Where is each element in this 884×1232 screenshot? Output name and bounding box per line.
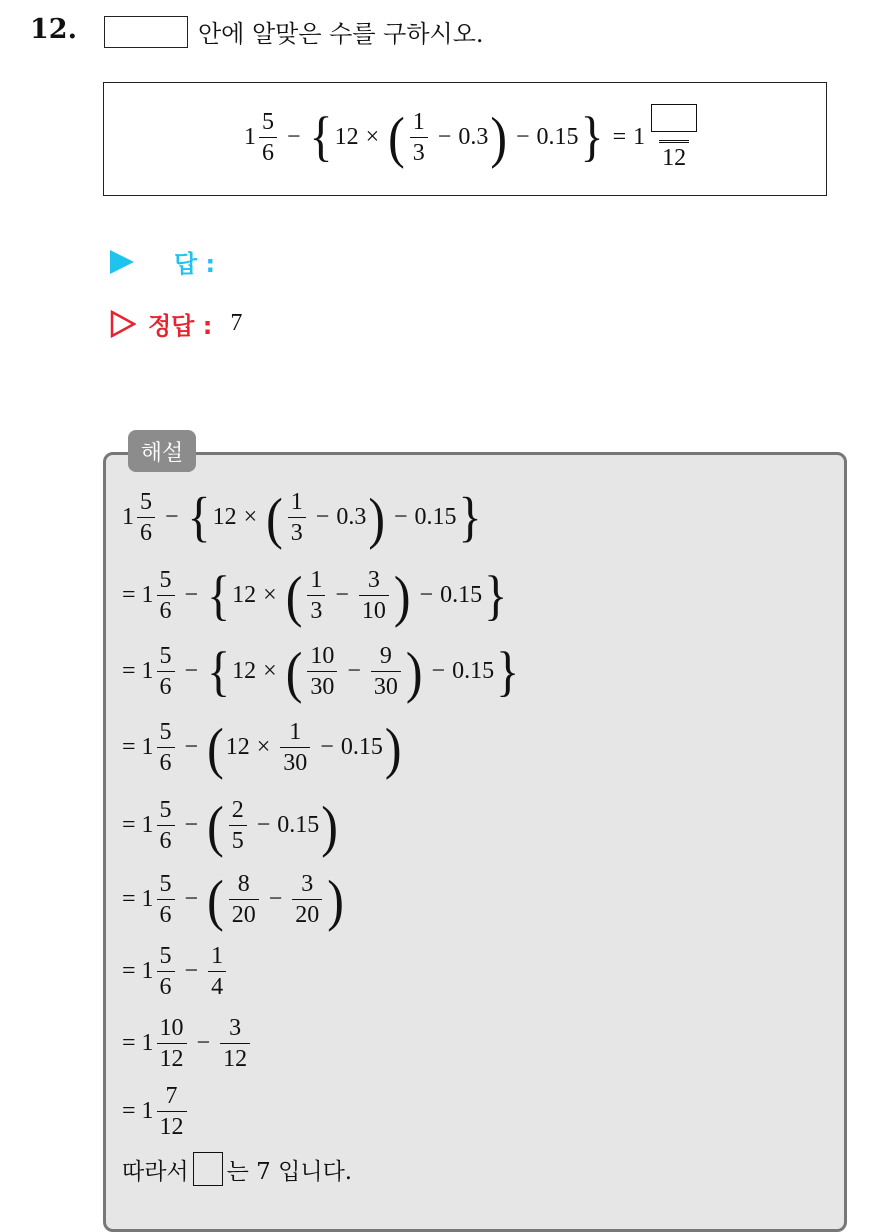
fraction: $\frac{10}{12}$ [157,1016,187,1071]
answer-blank-box [104,16,188,48]
solution-line-8: = 1 $\frac{10}{12}$ − $\frac{3}{12}$ [122,1016,253,1071]
solution-line-2: = 1 $\frac{5}{6}$ − { 12 × ( $\frac{1}{3}$ − $\frac{3}{10}$ ) − 0.15 } [122,563,508,628]
answer-label: 답 : [174,250,216,278]
correct-answer-label: 정답 : [148,312,213,340]
fraction: $\frac{5}{6}$ [259,110,277,165]
fraction: $\frac{2}{5}$ [229,798,247,853]
answer-row [110,244,215,279]
problem-equation: 1 $\frac{5}{6}$ − { 12 × ( $\frac{1}{3}$ − 0.3 ) − 0.15 } = 1 12 [244,104,703,170]
solution-conclusion [122,1152,352,1186]
conclusion-prefix: 따라서 [122,1158,189,1185]
fraction: $\frac{5}{6}$ [157,798,175,853]
solution-line-7: = 1 $\frac{5}{6}$ − $\frac{1}{4}$ [122,944,229,999]
solution-line-4: = 1 $\frac{5}{6}$ − ( 12 × $\frac{1}{30}$ − 0.15 ) [122,715,402,780]
question-number: 12. [30,14,77,45]
conclusion-suffix: 는 7 입니다. [226,1158,353,1185]
question-prompt [104,14,484,49]
fraction: $\frac{5}{6}$ [157,720,175,775]
solution-line-9: = 1 $\frac{7}{12}$ [122,1084,190,1139]
whole-number: 1 [244,123,256,150]
solution-line-3: = 1 $\frac{5}{6}$ − { 12 × ( $\frac{10}{30}$ − $\frac{9}{30}$ ) − 0.15 } [122,639,520,704]
fraction: $\frac{1}{3}$ [410,110,428,165]
fraction: $\frac{3}{12}$ [220,1016,250,1071]
answer-fraction: 12 [648,104,700,170]
outline-triangle-icon [110,310,136,338]
fraction: $\frac{5}{6}$ [157,944,175,999]
fraction: $\frac{10}{30}$ [307,644,337,699]
fraction: $\frac{5}{6}$ [157,644,175,699]
fraction: $\frac{5}{6}$ [137,490,155,545]
solution-line-6: = 1 $\frac{5}{6}$ − ( $\frac{8}{20}$ − $\frac{3}{20}$ ) [122,867,344,932]
fraction: $\frac{1}{30}$ [280,720,310,775]
fraction: $\frac{5}{6}$ [157,568,175,623]
play-triangle-icon [110,250,134,274]
correct-answer-value: 7 [230,310,243,336]
blank-box [193,1152,223,1186]
fraction: $\frac{9}{30}$ [371,644,401,699]
fraction: $\frac{1}{4}$ [208,944,226,999]
fraction: $\frac{3}{10}$ [359,568,389,623]
numerator-blank [651,104,697,132]
fraction: $\frac{5}{6}$ [157,872,175,927]
solution-line-5: = 1 $\frac{5}{6}$ − ( $\frac{2}{5}$ − 0.15 ) [122,793,338,858]
correct-answer-row [110,306,242,341]
solution-line-1: 1 $\frac{5}{6}$ − { 12 × ( $\frac{1}{3}$ − 0.3 ) − 0.15 } [122,485,482,550]
fraction: $\frac{1}{3}$ [288,490,306,545]
fraction: $\frac{7}{12}$ [157,1084,187,1139]
solution-tag: 해설 [128,430,196,472]
fraction: $\frac{3}{20}$ [292,872,322,927]
fraction: $\frac{8}{20}$ [229,872,259,927]
fraction: $\frac{1}{3}$ [307,568,325,623]
question-instruction: 안에 알맞은 수를 구하시오. [198,20,484,48]
